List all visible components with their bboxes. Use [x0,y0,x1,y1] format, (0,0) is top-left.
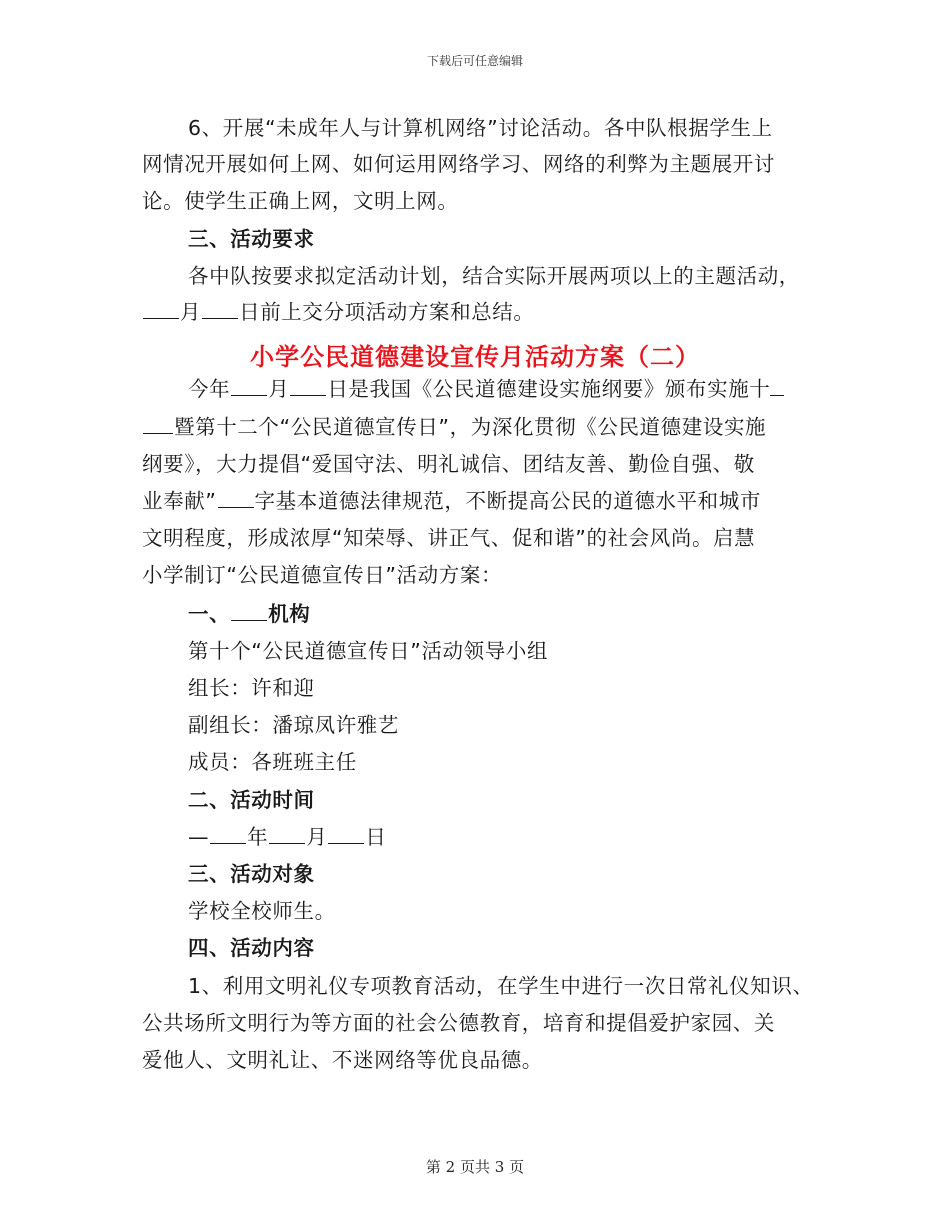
intro-text: 暨第十二个“公民道德宣传日”，为深化贯彻《公民道德建设实施 [174,415,767,439]
org-members: 成员：各班班主任 [188,750,357,774]
blank-field [231,602,267,621]
content-item1-line1: 1、利用文明礼仪专项教育活动，在学生中进行一次日常礼仪知识、 [188,974,814,998]
intro-text: 日是我国《公民道德建设实施纲要》颁布实施十 [327,377,771,401]
requirements-heading: 三、活动要求 [188,227,315,251]
target-heading: 三、活动对象 [188,862,315,886]
blank-field [210,825,246,844]
blank-field [328,825,364,844]
intro-text: 业奉献” [142,489,217,513]
time-heading: 二、活动时间 [188,788,315,812]
intro-line3: 纲要》，大力提倡“爱国守法、明礼诚信、团结友善、勤俭自强、敬 [142,452,755,476]
intro-line5: 文明程度，形成浓厚“知荣辱、讲正气、促和谐”的社会风尚。启慧 [142,526,756,550]
page-footer: 第 2 页共 3 页 [425,1158,525,1176]
time-day: 日 [365,825,387,849]
blank-field [770,377,784,396]
time-year: 年 [247,825,269,849]
org-leader: 组长：许和迎 [188,676,315,700]
req-line2-text: 日前上交分项活动方案和总结。 [239,300,535,324]
intro-text: 今年 [188,377,231,401]
intro-line1 [188,375,784,403]
blank-field [143,415,173,434]
requirements-line2 [142,298,535,326]
intro-line2 [142,413,766,441]
blank-field [218,489,254,508]
requirements-line1: 各中队按要求拟定活动计划，结合实际开展两项以上的主题活动， [188,264,800,288]
blank-field [202,300,238,319]
intro-line6: 小学制订“公民道德宣传日”活动方案： [142,563,503,587]
intro-text: 月 [268,377,290,401]
intro-line4 [142,487,761,515]
item6-line3: 论。使学生正确上网，文明上网。 [142,189,459,213]
content-item1-line3: 爱他人、文明礼让、不迷网络等优良品德。 [142,1048,543,1072]
time-month: 月 [306,825,328,849]
org-heading-text: 机构 [268,602,311,626]
item6-line2: 网情况开展如何上网、如何运用网络学习、网络的利弊为主题展开讨 [142,152,775,176]
document-title: 小学公民道德建设宣传月活动方案（二） [250,343,700,371]
item6-line1: 6、开展“未成年人与计算机网络”讨论活动。各中队根据学生上 [188,116,773,140]
org-group: 第十个“公民道德宣传日”活动领导小组 [188,639,549,663]
content-item1-line2: 公共场所文明行为等方面的社会公德教育，培育和提倡爱护家园、关 [142,1011,775,1035]
org-heading [188,600,310,628]
blank-field [143,300,179,319]
blank-field [269,825,305,844]
page-header: 下载后可任意编辑 [426,54,523,68]
org-deputy: 副组长：潘琼凤许雅艺 [188,713,399,737]
blank-field [231,377,267,396]
time-dash: — [188,825,210,849]
req-month-label: 月 [180,300,202,324]
content-heading: 四、活动内容 [188,936,315,960]
org-heading-number: 一、 [188,602,231,626]
target-text: 学校全校师生。 [188,899,336,923]
intro-text: 字基本道德法律规范，不断提高公民的道德水平和城市 [254,489,761,513]
blank-field [290,377,326,396]
time-line [188,823,386,851]
